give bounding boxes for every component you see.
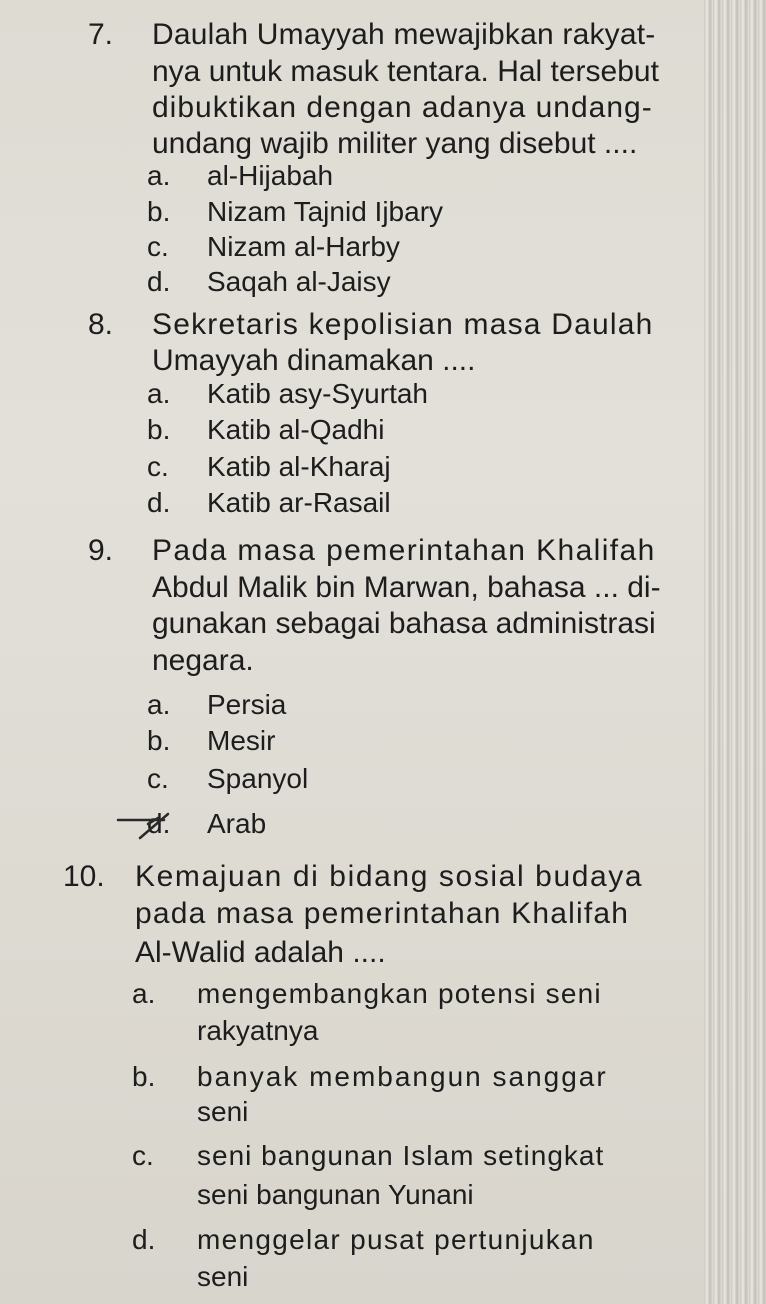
option-letter: a. [147, 689, 171, 720]
option-letter: d. [147, 808, 171, 839]
option-text: Saqah al-Jaisy [207, 266, 391, 297]
option-text: Katib al-Kharaj [207, 451, 391, 482]
option-letter: d. [147, 266, 171, 297]
option-letter: b. [147, 196, 171, 227]
option-text: Nizam Tajnid Ijbary [207, 196, 444, 227]
question-text: gunakan sebagai bahasa administrasi [152, 607, 656, 640]
option-letter: b. [132, 1061, 156, 1092]
question-number: 9. [88, 534, 114, 567]
option-text: menggelar pusat pertunjukan [197, 1224, 595, 1255]
option-text: seni [197, 1261, 249, 1292]
option-letter: c. [147, 451, 169, 482]
option-text: mengembangkan potensi seni [197, 978, 602, 1009]
page-edge [704, 0, 766, 1304]
question-text: pada masa pemerintahan Khalifah [135, 897, 630, 930]
option-letter: d. [132, 1224, 156, 1255]
option-letter: a. [147, 378, 171, 409]
option-text: seni bangunan Islam setingkat [197, 1140, 605, 1171]
option-letter: c. [132, 1140, 154, 1171]
option-letter: c. [147, 231, 169, 262]
option-text: Nizam al-Harby [207, 231, 400, 262]
option-letter: b. [147, 725, 171, 756]
question-number: 10. [63, 860, 105, 893]
question-text: Al-Walid adalah .... [135, 936, 386, 969]
question-number: 8. [88, 308, 114, 341]
question-text: Kemajuan di bidang sosial budaya [135, 860, 644, 893]
option-letter: c. [147, 763, 169, 794]
question-text: Umayyah dinamakan .... [152, 344, 476, 377]
option-letter: b. [147, 414, 171, 445]
option-text: Arab [207, 808, 267, 839]
option-letter: d. [147, 487, 171, 518]
option-text: seni bangunan Yunani [197, 1179, 474, 1210]
option-text: Mesir [207, 725, 276, 756]
option-text: seni [197, 1096, 249, 1127]
question-text: Sekretaris kepolisian masa Daulah [152, 308, 654, 341]
pen-answer-mark [100, 804, 190, 844]
option-text: Katib ar-Rasail [207, 487, 391, 518]
option-text: rakyatnya [197, 1015, 319, 1046]
option-text: Persia [207, 689, 287, 720]
option-letter: a. [132, 978, 156, 1009]
option-text: banyak membangun sanggar [197, 1061, 608, 1092]
question-text: dibuktikan dengan adanya undang- [152, 91, 653, 124]
question-text: Daulah Umayyah mewajibkan rakyat- [152, 18, 656, 51]
question-text: negara. [152, 644, 254, 677]
question-text: Abdul Malik bin Marwan, bahasa ... di- [152, 571, 661, 604]
option-text: al-Hijabah [207, 160, 334, 191]
question-text: undang wajib militer yang disebut .... [152, 127, 638, 160]
option-text: Spanyol [207, 763, 309, 794]
question-text: Pada masa pemerintahan Khalifah [152, 534, 656, 567]
option-text: Katib asy-Syurtah [207, 378, 428, 409]
question-text: nya untuk masuk tentara. Hal tersebut [152, 55, 659, 88]
question-number: 7. [88, 18, 114, 51]
option-text: Katib al-Qadhi [207, 414, 385, 445]
option-letter: a. [147, 160, 171, 191]
